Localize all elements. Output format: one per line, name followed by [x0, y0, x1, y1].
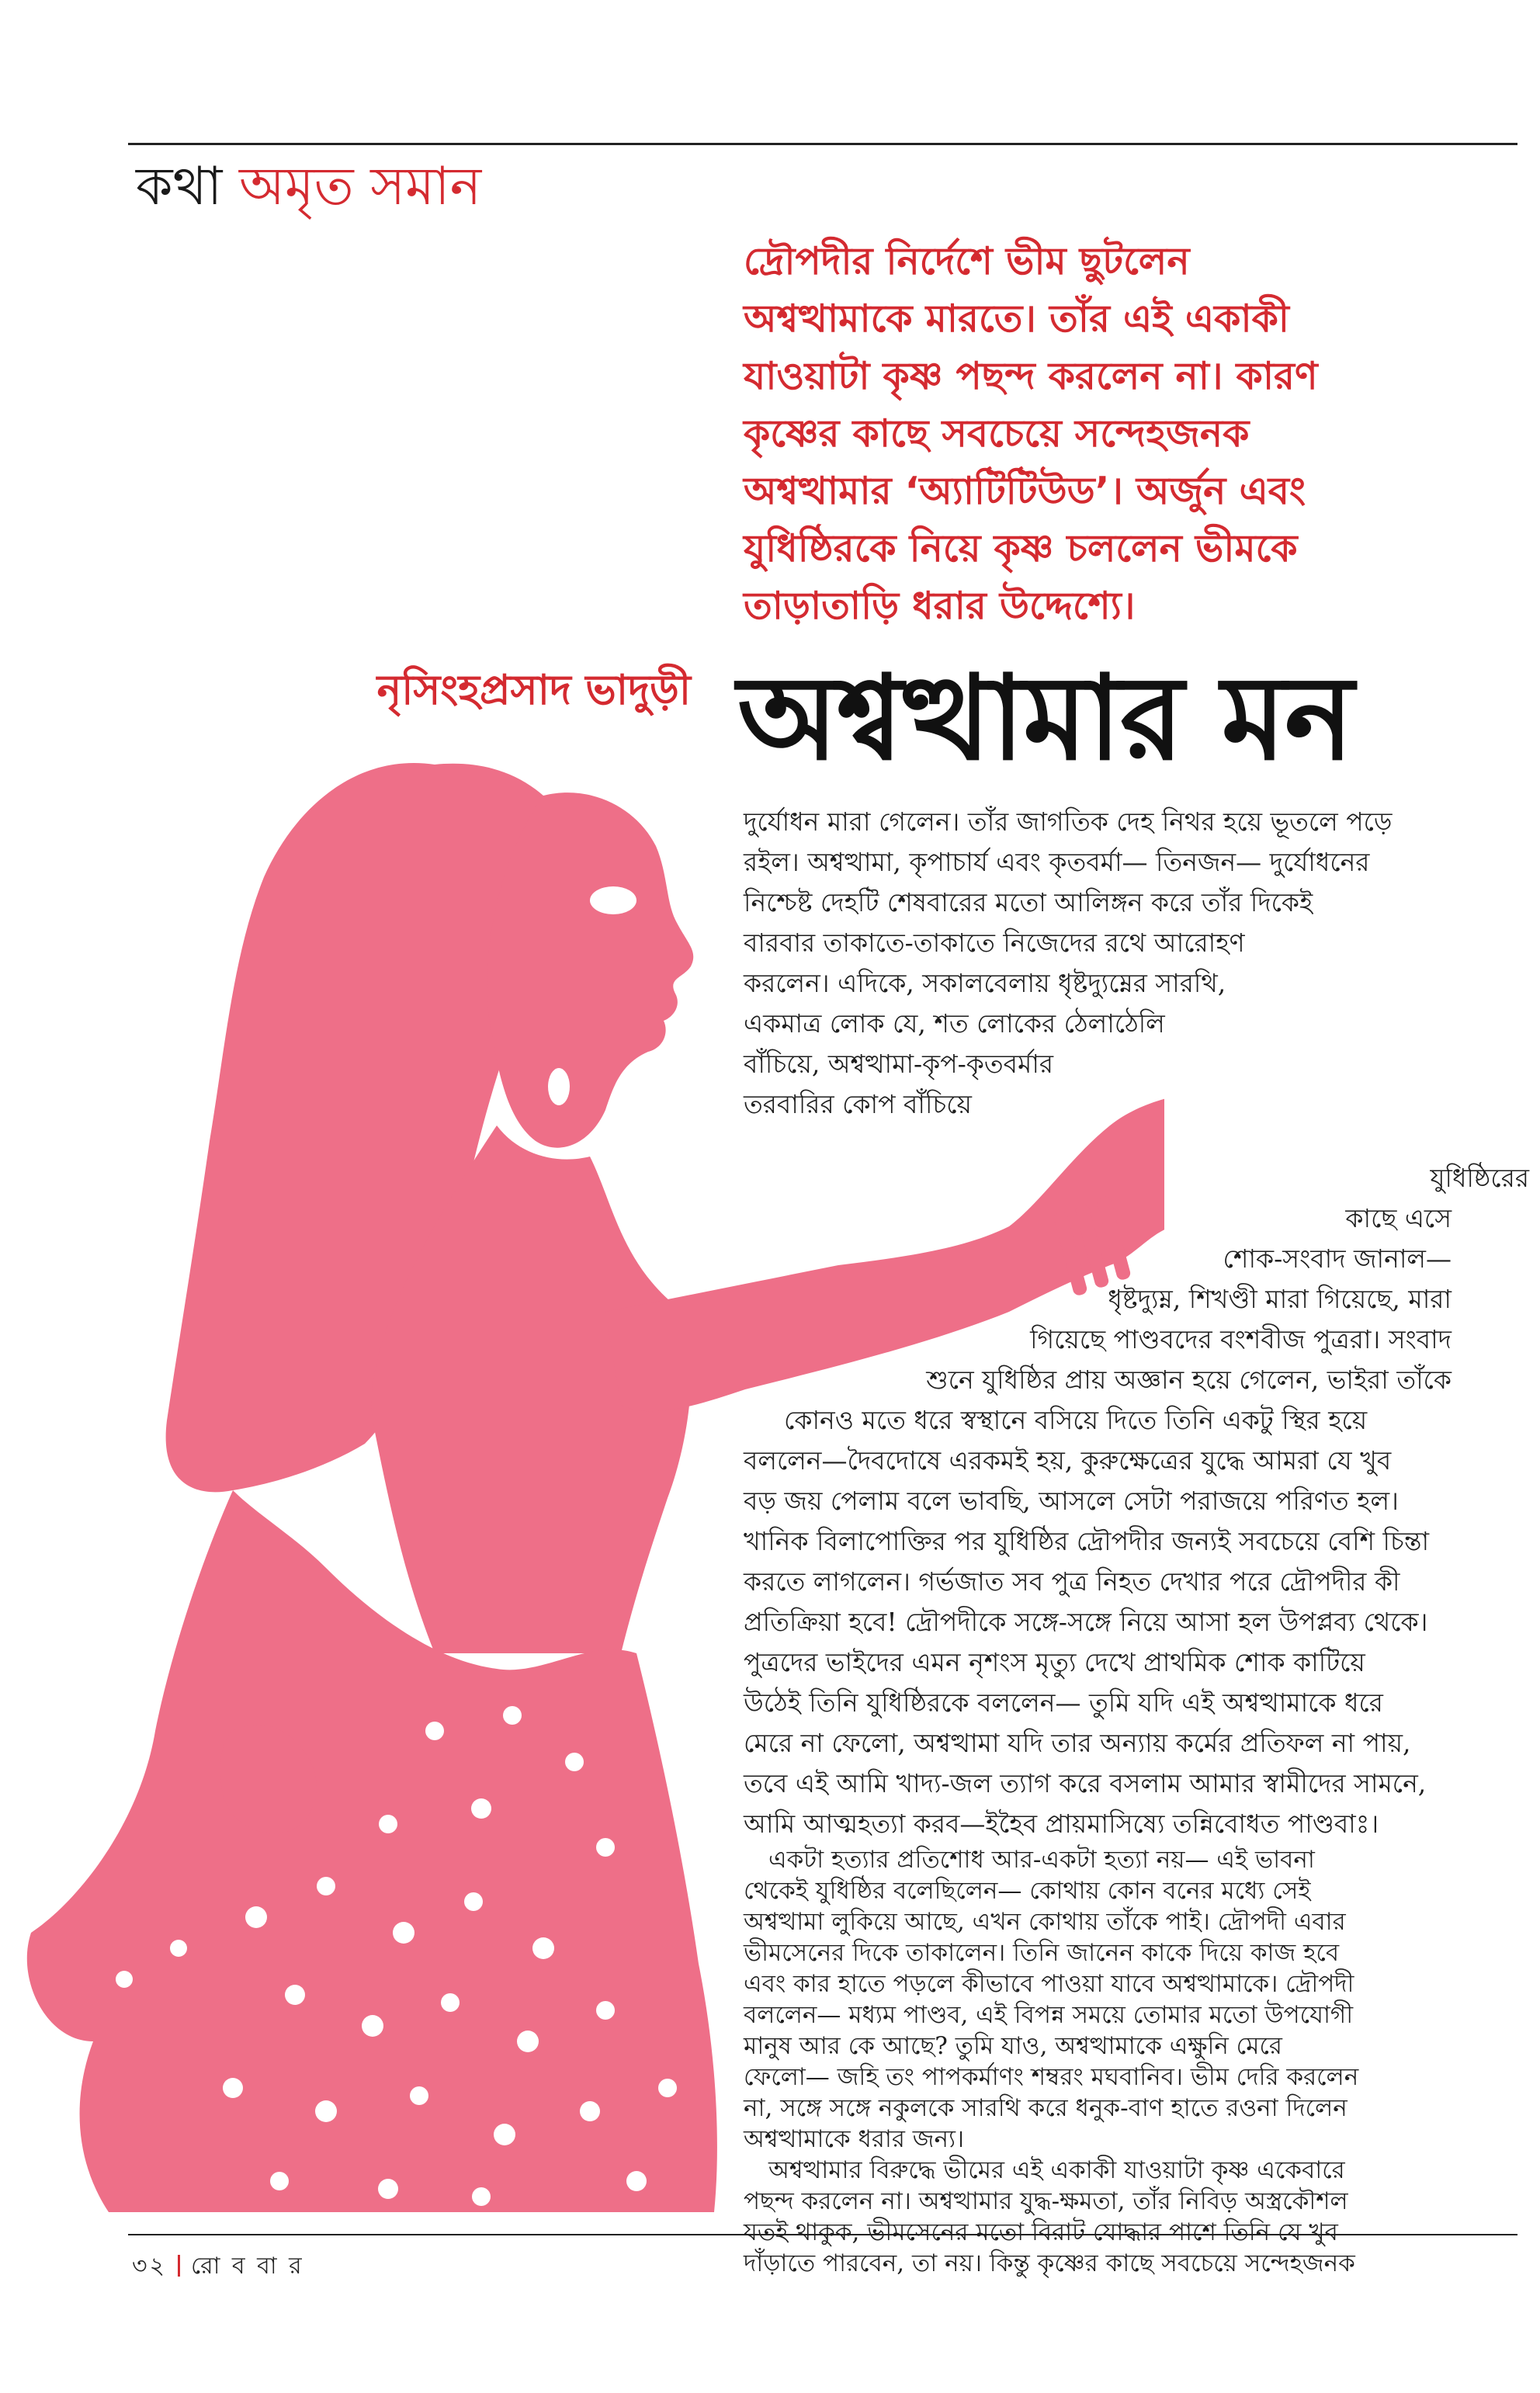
page-number: ৩২	[132, 2253, 168, 2280]
body-line: বারবার তাকাতে-তাকাতে নিজেদের রথে আরোহণ	[744, 928, 1245, 958]
page-footer	[132, 2247, 304, 2287]
body-line: না, সঙ্গে সঙ্গে নকুলকে সারথি করে ধনুক-বাণ হাতে রওনা দিলেন	[744, 2094, 1348, 2122]
pullquote-line: দ্রৌপদীর নির্দেশে ভীম ছুটলেন	[744, 239, 1190, 283]
body-line: নিশ্চেষ্ট দেহটি শেষবারের মতো আলিঙ্গন করে তাঁর দিকেই	[744, 887, 1313, 917]
body-line: মানুষ আর কে আছে? তুমি যাও, অশ্বত্থামাকে এক্ষুনি মেরে	[744, 2032, 1282, 2060]
body-line: অশ্বত্থামার বিরুদ্ধে ভীমের এই একাকী যাওয়াটা কৃষ্ণ একেবারে	[768, 2156, 1345, 2184]
body-line: উঠেই তিনি যুধিষ্ঠিরকে বললেন— তুমি যদি এই অশ্বত্থামাকে ধরে	[744, 1687, 1383, 1718]
body-line: দাঁড়াতে পারবেন, তা নয়। কিন্তু কৃষ্ণের কাছে সবচেয়ে সন্দেহজনক	[744, 2249, 1355, 2277]
body-line: দুর্যোধন মারা গেলেন। তাঁর জাগতিক দেহ নিথর হয়ে ভূতলে পড়ে	[744, 806, 1393, 837]
body-line: যতই থাকুক, ভীমসেনের মতো বিরাট যোদ্ধার পাশে তিনি যে খুব	[744, 2218, 1338, 2246]
body-line: গিয়েছে পাণ্ডবদের বংশবীজ পুত্ররা। সংবাদ	[1030, 1324, 1452, 1354]
section-title-word1: কথা	[136, 156, 223, 217]
body-line: বললেন—দৈবদোষে এরকমই হয়, কুরুক্ষেত্রের যুদ্ধে আমরা যে খুব	[744, 1445, 1392, 1476]
body-line: একটা হত্যার প্রতিশোধ আর-একটা হত্যা নয়— এই ভাবনা	[768, 1846, 1315, 1874]
body-line: ভীমসেনের দিকে তাকালেন। তিনি জানেন কাকে দিয়ে কাজ হবে	[744, 1939, 1340, 1967]
pullquote	[744, 233, 1442, 635]
body-line: পছন্দ করলেন না। অশ্বত্থামার যুদ্ধ-ক্ষমতা, তাঁর নিবিড় অস্ত্রকৌশল	[744, 2187, 1348, 2215]
body-line: একমাত্র লোক যে, শত লোকের ঠেলাঠেলি	[744, 1008, 1165, 1039]
pullquote-line: অশ্বত্থামার ‘অ্যাটিটিউড’। অর্জুন এবং	[744, 469, 1306, 513]
body-line: আমি আত্মহত্যা করব—ইহৈব প্রায়মাসিষ্যে তন্নিবোধত পাণ্ডবাঃ।	[744, 1809, 1379, 1839]
body-line: কোনও মতে ধরে স্বস্থানে বসিয়ে দিতে তিনি একটু স্থির হয়ে	[784, 1405, 1368, 1435]
pullquote-line: অশ্বত্থামাকে মারতে। তাঁর এই একাকী	[744, 297, 1289, 341]
body-line: করলেন। এদিকে, সকালবেলায় ধৃষ্টদ্যুম্নের সারথি,	[744, 968, 1226, 998]
body-line: এবং কার হাতে পড়লে কীভাবে পাওয়া যাবে অশ্বত্থামাকে। দ্রৌপদী	[744, 1970, 1354, 1998]
body-line: মেরে না ফেলো, অশ্বত্থামা যদি তার অন্যায় কর্মের প্রতিফল না পায়,	[744, 1728, 1411, 1758]
body-line: বাঁচিয়ে, অশ্বত্থামা-কৃপ-কৃতবর্মার	[744, 1049, 1054, 1079]
body-line: করতে লাগলেন। গর্ভজাত সব পুত্র নিহত দেখার পরে দ্রৌপদীর কী	[744, 1566, 1400, 1597]
body-line: অশ্বত্থামা লুকিয়ে আছে, এখন কোথায় তাঁকে পাই। দ্রৌপদী এবার	[744, 1908, 1346, 1936]
body-line: কাছে এসে	[1345, 1203, 1452, 1233]
section-header	[136, 152, 481, 222]
body-line: রইল। অশ্বত্থামা, কৃপাচার্য এবং কৃতবর্মা— তিনজন— দুর্যোধনের	[744, 847, 1370, 877]
body-line: শুনে যুধিষ্ঠির প্রায় অজ্ঞান হয়ে গেলেন, ভাইরা তাঁকে	[926, 1365, 1452, 1395]
body-line: অশ্বত্থামাকে ধরার জন্য।	[744, 2125, 965, 2153]
body-line: থেকেই যুধিষ্ঠির বলেছিলেন— কোথায় কোন বনের মধ্যে সেই	[744, 1877, 1311, 1905]
body-line: প্রতিক্রিয়া হবে! দ্রৌপদীকে সঙ্গে-সঙ্গে নিয়ে আসা হল উপপ্লব্য থেকে।	[744, 1607, 1428, 1637]
body-line: খানিক বিলাপোক্তির পর যুধিষ্ঠির দ্রৌপদীর জন্যই সবচেয়ে বেশি চিন্তা	[744, 1526, 1430, 1556]
article-title: অশ্বত্থামার মন	[737, 650, 1353, 786]
pullquote-line: যুধিষ্ঠিরকে নিয়ে কৃষ্ণ চললেন ভীমকে	[744, 526, 1298, 571]
body-line: শোক-সংবাদ জানাল—	[1223, 1243, 1452, 1274]
body-line: বললেন— মধ্যম পাণ্ডব, এই বিপন্ন সময়ে তোমার মতো উপযোগী	[744, 2001, 1354, 2029]
body-line: তরবারির কোপ বাঁচিয়ে	[744, 1089, 972, 1119]
pullquote-line: তাড়াতাড়ি ধরার উদ্দেশ্যে।	[744, 584, 1136, 628]
pullquote-line: যাওয়াটা কৃষ্ণ পছন্দ করলেন না। কারণ	[744, 354, 1318, 398]
body-line: যুধিষ্ঠিরের	[1430, 1163, 1529, 1193]
author-name: নৃসিংহপ্রসাদ ভাদুড়ী	[376, 667, 691, 714]
body-line: বড় জয় পেলাম বলে ভাবছি, আসলে সেটা পরাজয়ে পরিণত হল।	[744, 1486, 1399, 1516]
body-line: তবে এই আমি খাদ্য-জল ত্যাগ করে বসলাম আমার স্বামীদের সামনে,	[744, 1768, 1427, 1798]
body-line: পুত্রদের ভাইদের এমন নৃশংস মৃত্যু দেখে প্রাথমিক শোক কাটিয়ে	[744, 1647, 1365, 1677]
magazine-name: রো ব বা র	[191, 2253, 304, 2280]
top-rule	[128, 143, 1517, 145]
section-title-word2: অমৃত সমান	[238, 156, 482, 217]
footer-divider	[178, 2255, 180, 2277]
body-line: ধৃষ্টদ্যুম্ন, শিখণ্ডী মারা গিয়েছে, মারা	[1108, 1284, 1452, 1314]
pullquote-line: কৃষ্ণের কাছে সবচেয়ে সন্দেহজনক	[744, 411, 1250, 456]
body-line: ফেলো— জহি তং পাপকর্মাণং শম্বরং মঘবানিব। ভীম দেরি করলেন	[744, 2063, 1359, 2091]
